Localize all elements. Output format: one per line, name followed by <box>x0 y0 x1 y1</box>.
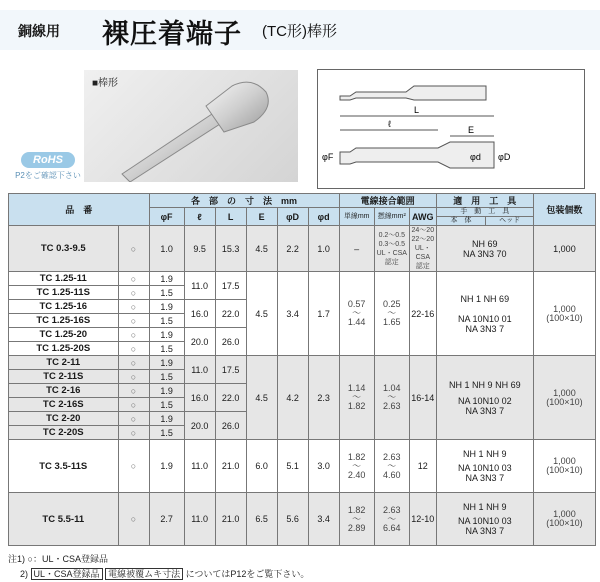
cell-stranded <box>374 272 409 356</box>
range-max: 1.44 <box>347 317 366 327</box>
ul-mark: ○ <box>118 342 149 356</box>
cell-phid: 1.7 <box>308 272 339 356</box>
spec-table <box>8 193 596 546</box>
cell-phiD: 4.2 <box>277 356 308 440</box>
cell-L: 17.5 <box>215 356 246 384</box>
part-number: TC 2-11 <box>9 356 119 370</box>
dim-label-L: L <box>414 105 420 115</box>
range-min: 0.57 <box>347 299 366 309</box>
col-awg: AWG <box>409 208 436 226</box>
cell-l: 20.0 <box>184 412 215 440</box>
cell-pack <box>533 272 595 356</box>
cell-single <box>339 493 374 546</box>
cell-L: 21.0 <box>215 493 246 546</box>
awg-note: 認定 <box>415 263 430 270</box>
part-number: TC 2-20S <box>9 426 119 440</box>
rohs-mark <box>8 152 88 181</box>
category-label: 銅線用 <box>18 23 60 39</box>
note-label: 2) <box>20 569 29 579</box>
cell-phiF: 1.9 <box>149 328 184 342</box>
cell-phiF: 1.5 <box>149 342 184 356</box>
range-max: 1.65 <box>383 317 401 327</box>
range-sep: 〜 <box>387 460 397 471</box>
range-sep: 〜 <box>352 460 362 471</box>
cell-phid: 1.0 <box>308 226 339 272</box>
tool-model: NH 1 <box>463 502 484 512</box>
cell-awg: 12-10 <box>409 493 436 546</box>
footnotes <box>8 552 309 582</box>
range-max: 2.89 <box>347 522 366 533</box>
col-manual: 手 動 工 具 <box>436 208 533 217</box>
range-min: 2.63 <box>383 451 401 462</box>
col-tools: 適 用 工 具 <box>436 194 533 208</box>
cell-stranded <box>374 493 409 546</box>
cell-L: 26.0 <box>215 328 246 356</box>
tool-model: N3 7 <box>485 526 505 536</box>
cell-phid: 3.4 <box>308 493 339 546</box>
cell-phiF: 1.9 <box>149 440 184 493</box>
pack-count: 1,000 <box>553 387 576 398</box>
note-text: ○：UL・CSA登録品 <box>27 554 108 564</box>
tool-model: NA 3 <box>463 248 483 259</box>
note-boxed-term: 電線被覆ムキ寸法 <box>105 568 183 580</box>
part-number: TC 5.5-11 <box>9 493 119 546</box>
col-part: 品 番 <box>9 194 150 226</box>
cell-phiD: 3.4 <box>277 272 308 356</box>
cell-awg: 16-14 <box>409 356 436 440</box>
cell-L: 26.0 <box>215 412 246 440</box>
col-l: ℓ <box>184 208 215 226</box>
cell-awg: 22-16 <box>409 272 436 356</box>
cell-tools <box>436 440 533 493</box>
cell-L: 15.3 <box>215 226 246 272</box>
cell-tools <box>436 493 533 546</box>
range-min: 2.63 <box>383 504 401 515</box>
rohs-badge: RoHS <box>21 152 75 168</box>
note-text: についてはP12をご覧下さい。 <box>185 569 310 579</box>
pack-count: 1,000 <box>553 303 576 314</box>
tool-model: NA 3 <box>465 473 486 483</box>
tool-model: N3 7 <box>485 405 505 416</box>
cell-single: – <box>339 226 374 272</box>
ul-mark: ○ <box>118 272 149 286</box>
range-min: 1.82 <box>347 504 366 515</box>
page-title: 裸圧着端子 <box>102 19 242 49</box>
tool-model: NH 1 <box>460 293 482 304</box>
dimension-diagram <box>317 69 585 189</box>
cell-tools <box>436 226 533 272</box>
cell-phiF: 1.0 <box>149 226 184 272</box>
col-E: E <box>246 208 277 226</box>
tool-model: NA 10 <box>458 516 483 526</box>
cell-E: 4.5 <box>246 356 277 440</box>
cell-E: 6.5 <box>246 493 277 546</box>
cell-pack <box>533 440 595 493</box>
pack-detail: (100×10) <box>546 312 583 323</box>
cell-phiD: 5.1 <box>277 440 308 493</box>
diagram-top-view <box>340 86 486 100</box>
tool-model: NH 1 <box>463 449 484 459</box>
tool-model: N3 7 <box>485 473 505 483</box>
cell-l: 20.0 <box>184 328 215 356</box>
range-sep: 〜 <box>352 308 362 318</box>
cell-tools <box>436 272 533 356</box>
ul-mark: ○ <box>118 384 149 398</box>
page-subtitle: (TC形)棒形 <box>262 23 337 40</box>
range-max: 2.40 <box>347 469 366 480</box>
tool-model: NH 9 <box>472 379 493 390</box>
ul-mark: ○ <box>118 440 149 493</box>
range-max: 2.63 <box>383 401 401 411</box>
tool-model: N10 01 <box>482 313 512 324</box>
cell-phiF: 1.5 <box>149 314 184 328</box>
cell-stranded <box>374 440 409 493</box>
pack-count: 1,000 <box>553 509 576 519</box>
col-single: 単線mm <box>339 208 374 226</box>
range-note: 0.3〜0.5 <box>378 240 406 248</box>
tool-model: NH 1 <box>449 379 470 390</box>
part-number: TC 2-16S <box>9 398 119 412</box>
cell-phiF: 1.5 <box>149 286 184 300</box>
col-dims: 各 部 の 寸 法 mm <box>149 194 339 208</box>
cell-E: 6.0 <box>246 440 277 493</box>
part-number: TC 0.3-9.5 <box>9 226 119 272</box>
tool-model: N3 70 <box>482 248 507 259</box>
tool-model: NA 10 <box>458 395 483 406</box>
range-note: 認定 <box>384 258 399 266</box>
range-note: 0.2〜0.5 <box>378 231 406 239</box>
col-phiD: φD <box>277 208 308 226</box>
cell-phiD: 5.6 <box>277 493 308 546</box>
ul-mark: ○ <box>118 412 149 426</box>
tool-model: N10 03 <box>482 463 512 473</box>
cell-single <box>339 272 374 356</box>
range-sep: 〜 <box>352 513 362 524</box>
cell-L: 17.5 <box>215 272 246 300</box>
cell-l: 9.5 <box>184 226 215 272</box>
col-fit: 電線接合範囲 <box>339 194 436 208</box>
table-row <box>9 493 596 546</box>
tool-model: NA 10 <box>458 313 483 324</box>
cell-L: 22.0 <box>215 384 246 412</box>
tool-model: NH 9 <box>486 502 507 512</box>
rohs-note: P2をご確認下さい <box>15 171 81 180</box>
pack-detail: (100×10) <box>546 396 583 407</box>
dim-label-phid: φd <box>470 152 481 162</box>
dim-label-phiD: φD <box>498 152 511 162</box>
tool-model: NA 3 <box>465 405 486 416</box>
part-number: TC 2-11S <box>9 370 119 384</box>
ul-mark: ○ <box>118 314 149 328</box>
tool-model: NH 9 <box>486 449 507 459</box>
cell-E: 4.5 <box>246 272 277 356</box>
tool-model: NH 69 <box>472 238 498 249</box>
cell-phiF: 1.9 <box>149 300 184 314</box>
range-min: 1.14 <box>347 383 366 393</box>
note-2 <box>8 567 309 582</box>
cell-phiF: 1.5 <box>149 370 184 384</box>
dim-label-phiF: φF <box>322 152 334 162</box>
pack-count: 1,000 <box>553 456 576 466</box>
note-label: 注1) <box>8 554 26 564</box>
table-row <box>9 440 596 493</box>
ul-mark: ○ <box>118 356 149 370</box>
awg-note: UL・CSA <box>414 245 431 261</box>
cell-pack <box>533 493 595 546</box>
table-row <box>9 272 596 286</box>
cell-phiF: 1.9 <box>149 272 184 286</box>
col-head: ヘッド <box>486 217 534 226</box>
cell-phiF: 1.5 <box>149 426 184 440</box>
awg-note: 24〜20 <box>411 227 435 234</box>
ul-mark: ○ <box>118 398 149 412</box>
cell-stranded <box>374 356 409 440</box>
cell-phid: 2.3 <box>308 356 339 440</box>
tool-model: N10 03 <box>482 516 512 526</box>
part-number: TC 2-20 <box>9 412 119 426</box>
ul-mark: ○ <box>118 226 149 272</box>
cell-stranded <box>374 226 409 272</box>
range-sep: 〜 <box>352 392 362 402</box>
tool-model: NH 69 <box>483 293 510 304</box>
part-number: TC 1.25-16S <box>9 314 119 328</box>
range-max: 6.64 <box>383 522 401 533</box>
cell-L: 22.0 <box>215 300 246 328</box>
cell-l: 16.0 <box>184 384 215 412</box>
photo-label: ■棒形 <box>92 78 119 89</box>
ul-mark: ○ <box>118 493 149 546</box>
note-1 <box>8 552 309 567</box>
ul-mark: ○ <box>118 328 149 342</box>
part-number: TC 2-16 <box>9 384 119 398</box>
ul-mark: ○ <box>118 370 149 384</box>
cell-phiF: 2.7 <box>149 493 184 546</box>
cell-L: 21.0 <box>215 440 246 493</box>
cell-pack <box>533 356 595 440</box>
cell-awg <box>409 226 436 272</box>
col-body: 本 体 <box>436 217 486 226</box>
tool-model: NA 3 <box>465 526 486 536</box>
range-sep: 〜 <box>387 513 397 524</box>
part-number: TC 1.25-16 <box>9 300 119 314</box>
cell-l: 11.0 <box>184 356 215 384</box>
range-min: 1.82 <box>347 451 366 462</box>
col-stranded: 撚線mm² <box>374 208 409 226</box>
cell-awg: 12 <box>409 440 436 493</box>
part-number: TC 1.25-11 <box>9 272 119 286</box>
part-number: TC 1.25-11S <box>9 286 119 300</box>
cell-single <box>339 356 374 440</box>
part-number: TC 1.25-20S <box>9 342 119 356</box>
part-number: TC 3.5-11S <box>9 440 119 493</box>
table-row <box>9 356 596 370</box>
cell-single <box>339 440 374 493</box>
note-boxed-term: UL・CSA登録品 <box>31 568 103 580</box>
col-phid: φd <box>308 208 339 226</box>
ul-mark: ○ <box>118 300 149 314</box>
cell-phiD: 2.2 <box>277 226 308 272</box>
range-min: 1.04 <box>383 383 401 393</box>
ul-mark: ○ <box>118 426 149 440</box>
col-phiF: φF <box>149 208 184 226</box>
cell-phid: 3.0 <box>308 440 339 493</box>
tool-model: N10 02 <box>482 395 512 406</box>
range-note: UL・CSA <box>376 249 407 257</box>
cell-pack: 1,000 <box>533 226 595 272</box>
cell-l: 11.0 <box>184 493 215 546</box>
diagram-drawing <box>318 70 584 188</box>
pack-detail: (100×10) <box>546 518 583 528</box>
awg-note: 22〜20 <box>411 236 435 243</box>
cell-phiF: 1.5 <box>149 398 184 412</box>
range-sep: 〜 <box>387 392 397 402</box>
range-max: 1.82 <box>347 401 366 411</box>
part-number: TC 1.25-20 <box>9 328 119 342</box>
range-sep: 〜 <box>387 308 397 318</box>
dim-label-E: E <box>468 125 475 135</box>
cell-tools <box>436 356 533 440</box>
col-pack: 包装個数 <box>533 194 595 226</box>
cell-l: 16.0 <box>184 300 215 328</box>
tool-model: NA 3 <box>465 323 486 334</box>
dim-label-l: ℓ <box>388 119 391 129</box>
range-max: 4.60 <box>383 469 401 480</box>
tool-model: N3 7 <box>485 323 505 334</box>
pack-detail: (100×10) <box>546 465 583 475</box>
cell-E: 4.5 <box>246 226 277 272</box>
cell-phiF: 1.9 <box>149 412 184 426</box>
ul-mark: ○ <box>118 286 149 300</box>
cell-phiF: 1.9 <box>149 356 184 370</box>
table-row <box>9 226 596 272</box>
tool-model: NA 10 <box>458 463 483 473</box>
range-min: 0.25 <box>383 299 401 309</box>
cell-l: 11.0 <box>184 440 215 493</box>
tool-model: NH 69 <box>495 379 521 390</box>
col-L: L <box>215 208 246 226</box>
cell-phiF: 1.9 <box>149 384 184 398</box>
cell-l: 11.0 <box>184 272 215 300</box>
